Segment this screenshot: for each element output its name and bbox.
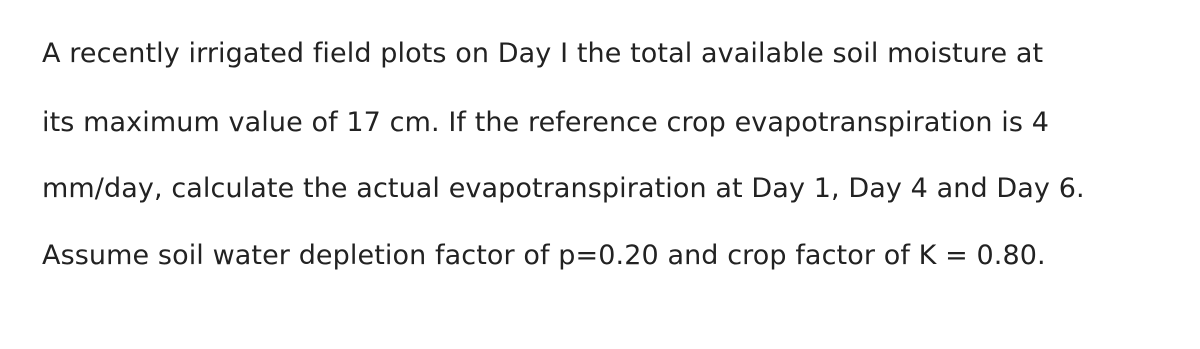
problem-line-3: mm/day, calculate the actual evapotranspiration at Day 1, Day 4 and Day 6. — [42, 173, 1085, 204]
problem-line-2: its maximum value of 17 cm. If the reference crop evapotranspiration is 4 — [42, 107, 1050, 138]
problem-line-4: Assume soil water depletion factor of p=0.20 and crop factor of K = 0.80. — [42, 240, 1046, 271]
problem-line-1: A recently irrigated field plots on Day I the total available soil moisture at — [42, 38, 1044, 69]
